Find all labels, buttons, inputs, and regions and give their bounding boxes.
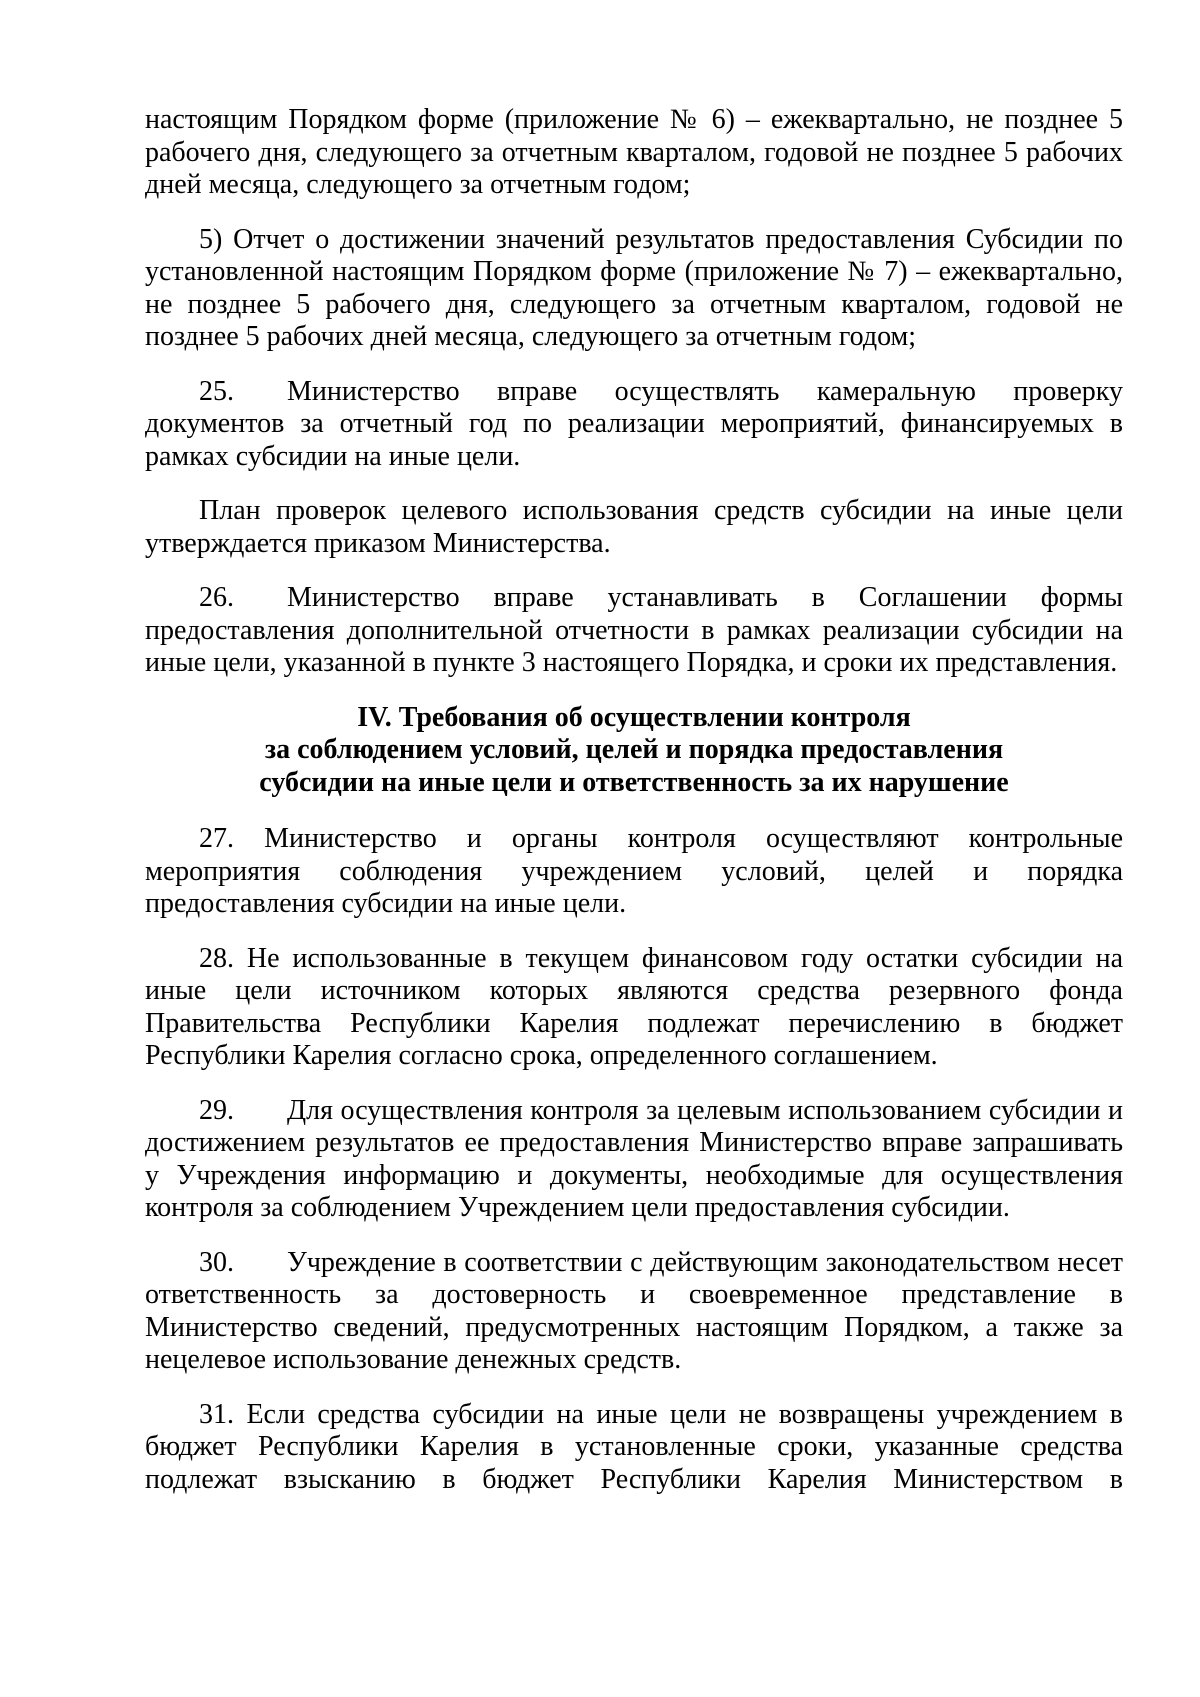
paragraph-number: 30.: [199, 1246, 234, 1278]
paragraph-text: Министерство вправе устанавливать в Соглашении формы предоставления дополнительной отчетности в рамках реализации субсидии на иные цели, указанной в пункте 3 настоящего Порядка, и сроки их представления.: [145, 582, 1123, 678]
section-heading-line: IV. Требования об осуществлении контроля: [357, 701, 911, 733]
paragraph-28: 28. Не использованные в текущем финансовом году остатки субсидии на иные цели источником которых являются средства резервного фонда Правительства Республики Карелия подлежат перечислению в бюджет Республики Карелия согласно срока, определенного соглашением.: [145, 942, 1123, 1071]
section-heading: [145, 702, 1123, 800]
section-heading-line: субсидии на иные цели и ответственность за их нарушение: [259, 766, 1009, 798]
paragraph-number: 25.: [199, 375, 234, 407]
document-page: [145, 104, 1123, 1518]
paragraph-number: 29.: [199, 1094, 234, 1126]
paragraph-item-5: 5) Отчет о достижении значений результатов предоставления Субсидии по установленной настоящим Порядком форме (приложение № 7) – ежеквартально, не позднее 5 рабочего дня, следующего за отчетным кварталом, годовой не позднее 5 рабочих дней месяца, следующего за отчетным годом;: [145, 223, 1123, 352]
paragraph-25: [145, 376, 1123, 474]
paragraph-inspection-plan: План проверок целевого использования средств субсидии на иные цели утверждается приказом Министерства.: [145, 495, 1123, 559]
paragraph-27: 27. Министерство и органы контроля осуществляют контрольные мероприятия соблюдения учреждением условий, целей и порядка предоставления субсидии на иные цели.: [145, 823, 1123, 919]
paragraph-text: Для осуществления контроля за целевым использованием субсидии и достижением результатов ее предоставления Министерство вправе запрашивать у Учреждения информацию и документы, необходимые для осуществления контроля за соблюдением Учреждением цели предоставления субсидии.: [145, 1094, 1123, 1223]
paragraph-29: [145, 1095, 1123, 1225]
paragraph-text: Учреждение в соответствии с действующим законодательством несет ответственность за достоверность и своевременное представление в Министерство сведений, предусмотренных настоящим Порядком, а также за нецелевое использование денежных средств.: [145, 1246, 1123, 1375]
paragraph-number: 26.: [199, 582, 234, 613]
paragraph-continuation: настоящим Порядком форме (приложение № 6) – ежеквартально, не позднее 5 рабочего дня, следующего за отчетным кварталом, годовой не позднее 5 рабочих дней месяца, следующего за отчетным годом;: [145, 104, 1123, 200]
section-heading-line: за соблюдением условий, целей и порядка предоставления: [264, 734, 1004, 765]
paragraph-26: [145, 582, 1123, 680]
paragraph-30: [145, 1247, 1123, 1377]
paragraph-text: Министерство вправе осуществлять камеральную проверку документов за отчетный год по реализации мероприятий, финансируемых в рамках субсидии на иные цели.: [145, 375, 1123, 472]
paragraph-31: 31. Если средства субсидии на иные цели не возвращены учреждением в бюджет Республики Карелия в установленные сроки, указанные средства подлежат взысканию в бюджет Республики Карелия Министерством в: [145, 1398, 1123, 1495]
